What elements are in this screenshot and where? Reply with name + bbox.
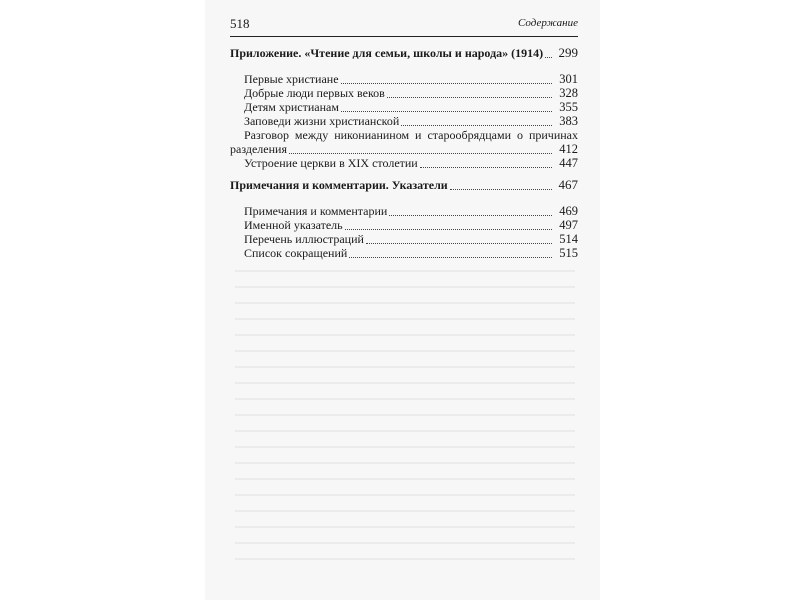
toc-entry [244,246,578,260]
toc-page-number: 355 [559,100,578,114]
toc-entry-label: Примечания и комментарии [244,204,388,218]
toc-entry [244,204,578,218]
toc-page-number: 328 [559,86,578,100]
toc-page-number: 467 [558,177,578,192]
toc-entry [244,86,578,100]
running-title: Содержание [517,17,578,29]
toc-page-number: 515 [559,246,578,260]
toc-page-number: 497 [559,218,578,232]
toc-entry-label-line2: разделения [230,142,287,156]
toc-page-number: 301 [559,72,578,86]
leader-dots [401,115,552,126]
leader-dots [366,233,552,244]
toc-entry [244,100,578,114]
toc-page-number: 514 [559,232,578,246]
page-number: 518 [230,16,250,31]
leader-dots [349,247,552,258]
show-through-text [235,270,575,570]
toc-entry [244,156,578,170]
toc-page-number: 383 [559,114,578,128]
leader-dots [389,205,552,216]
leader-dots [545,47,552,58]
toc-page-number: 469 [559,204,578,218]
toc-entry-label-line1: Разговор между никонианином и старообрядцами о причинах [244,128,578,142]
toc-entry-label: Добрые люди первых веков [244,86,385,100]
toc-page-number: 412 [559,142,578,156]
toc-entry-label: Перечень иллюстраций [244,232,364,246]
leader-dots [345,219,552,230]
toc-entry [244,218,578,232]
toc-entry [230,142,578,156]
leader-dots [289,143,552,154]
leader-dots [450,179,552,190]
toc-entry-label: Список сокращений [244,246,348,260]
toc-entry-label: Заповеди жизни христианской [244,114,400,128]
toc-entry [244,114,578,128]
toc-section-notes [230,178,578,192]
toc-section-appendix [230,46,578,60]
toc-entry-label: Детям христианам [244,100,339,114]
toc-entry [244,232,578,246]
leader-dots [341,101,552,112]
toc-entry-label: Первые христиане [244,72,339,86]
running-head [230,16,578,37]
toc-entry [244,72,578,86]
toc-page-number: 447 [559,156,578,170]
toc-page-number: 299 [558,45,578,60]
leader-dots [387,87,552,98]
toc-section-title: Примечания и комментарии. Указатели [230,178,448,192]
leader-dots [341,73,552,84]
toc-entry-label: Именной указатель [244,218,343,232]
toc-entry-label: Устроение церкви в XIX столетии [244,156,418,170]
toc-section-title: Приложение. «Чтение для семьи, школы и народа» (1914) [230,46,544,60]
leader-dots [420,157,552,168]
